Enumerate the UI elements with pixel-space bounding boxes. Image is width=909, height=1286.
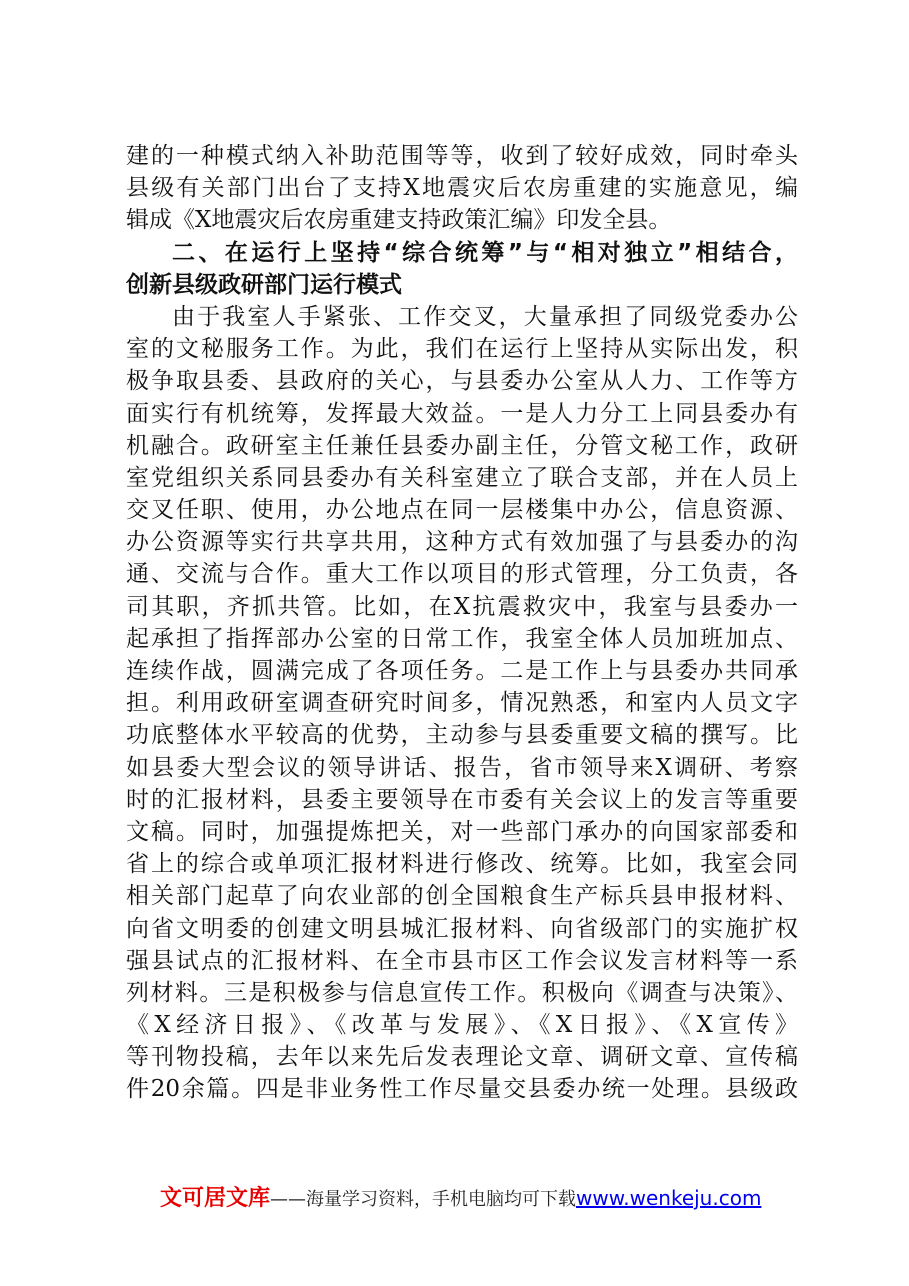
paragraph-continued	[126, 140, 798, 237]
text-line: 辑成《X地震灾后农房重建支持政策汇编》印发全县。	[126, 207, 672, 234]
text-line: 《X经济日报》、《改革与发展》、《X日报》、《X宣传》	[126, 1012, 798, 1039]
text-line: 相关部门起草了向农业部的创全国粮食生产标兵县申报材料、	[126, 883, 798, 910]
paragraph-main	[126, 301, 798, 1106]
text-line: 强县试点的汇报材料、在全市县市区工作会议发言材料等一系	[126, 947, 798, 974]
website-link[interactable]: www.wenkeju.com	[576, 1186, 762, 1210]
heading-line: 二、在运行上坚持“综合统筹”与“相对独立”相结合，	[172, 239, 798, 266]
text-line: 省上的综合或单项汇报材料进行修改、统筹。比如，我室会同	[126, 851, 798, 878]
text-line: 文稿。同时，加强提炼把关，对一些部门承办的向国家部委和	[126, 818, 798, 845]
text-line: 室党组织关系同县委办有关科室建立了联合支部，并在人员上	[126, 464, 798, 491]
text-line: 件20余篇。四是非业务性工作尽量交县委办统一处理。县级政	[126, 1076, 798, 1103]
footer-slogan: ——海量学习资料，手机电脑均可下载	[270, 1189, 577, 1210]
text-line: 由于我室人手紧张、工作交叉，大量承担了同级党委办公	[172, 303, 798, 330]
document-body	[126, 140, 798, 1106]
text-line: 向省文明委的创建文明县城汇报材料、向省级部门的实施扩权	[126, 915, 798, 942]
text-line: 连续作战，圆满完成了各项任务。二是工作上与县委办共同承	[126, 658, 798, 684]
text-line: 机融合。政研室主任兼任县委办副主任，分管文秘工作，政研	[126, 432, 798, 459]
text-line: 县级有关部门出台了支持X地震灾后农房重建的实施意见，编	[126, 175, 798, 202]
text-line: 等刊物投稿，去年以来先后发表理论文章、调研文章、宣传稿	[126, 1044, 798, 1071]
heading-line: 创新县级政研部门运行模式	[126, 271, 402, 298]
text-line: 时的汇报材料，县委主要领导在市委有关会议上的发言等重要	[126, 786, 798, 813]
text-line: 起承担了指挥部办公室的日常工作，我室全体人员加班加点、	[126, 625, 798, 652]
text-line: 室的文秘服务工作。为此，我们在运行上坚持从实际出发，积	[126, 336, 798, 363]
brand-name: 文可居文库	[160, 1186, 271, 1211]
text-line: 面实行有机统筹，发挥最大效益。一是人力分工上同县委办有	[126, 400, 798, 427]
text-line: 建的一种模式纳入补助范围等等，收到了较好成效，同时牵头	[126, 143, 798, 169]
text-line: 如县委大型会议的领导讲话、报告，省市领导来X调研、考察	[126, 754, 798, 781]
footer-banner	[160, 1178, 761, 1218]
text-line: 列材料。三是积极参与信息宣传工作。积极向《调查与决策》、	[126, 979, 798, 1006]
text-line: 办公资源等实行共享共用，这种方式有效加强了与县委办的沟	[126, 529, 798, 556]
text-line: 功底整体水平较高的优势，主动参与县委重要文稿的撰写。比	[126, 722, 798, 749]
text-line: 交叉任职、使用，办公地点在同一层楼集中办公，信息资源、	[126, 497, 798, 524]
text-line: 担。利用政研室调查研究时间多，情况熟悉，和室内人员文字	[126, 690, 798, 717]
section-heading	[126, 237, 798, 301]
text-line: 司其职，齐抓共管。比如，在X抗震救灾中，我室与县委办一	[126, 593, 798, 620]
text-line: 通、交流与合作。重大工作以项目的形式管理，分工负责，各	[126, 561, 798, 588]
text-line: 极争取县委、县政府的关心，与县委办公室从人力、工作等方	[126, 368, 798, 395]
